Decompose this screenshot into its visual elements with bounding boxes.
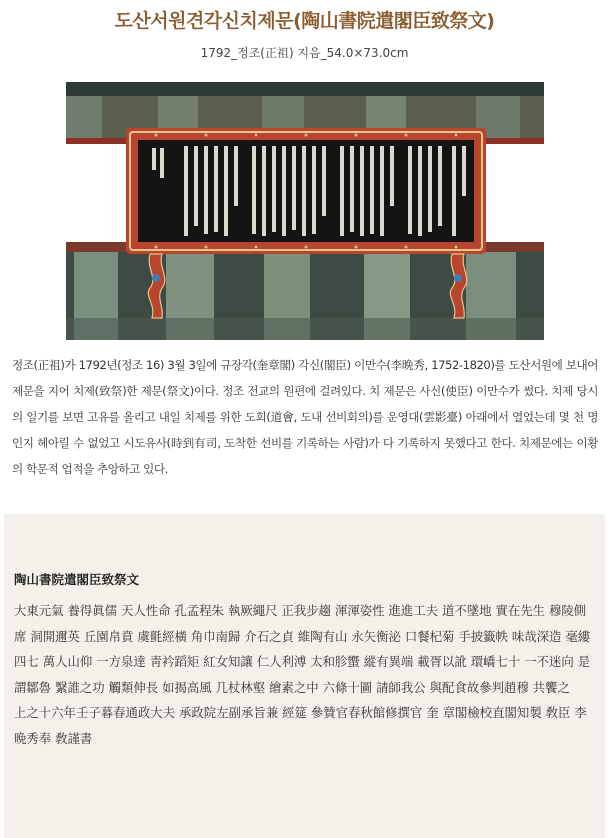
page-subtitle: 1792_정조(正祖) 지음_54.0×73.0cm xyxy=(200,46,409,60)
original-text-paragraph: 上之十六年壬子暮春通政大夫 承政院左副承旨兼 經筵 參贊官春秋館修撰官 奎 章閣檢校直閣知製 敎臣 李晩秀奉 敎謹書 xyxy=(14,705,587,746)
panel-heading: 陶山書院遣閣臣致祭文 xyxy=(14,572,140,587)
description-text: 정조(正祖)가 1792년(정조 16) 3월 3일에 규장각(奎章閣) 각신(閣臣) 이만수(李晩秀, 1752-1820)를 도산서원에 보내어 제문을 지어 치제(致祭)한 제문(祭文)이다. 정조 전교의 원편에 걸려있다. 치 제문은 사신(使臣) 이만수가 썼다. 치제 당시의 일기를 보면 고유를 올리고 내일 치제를 위한 도회(道會, 도내 선비회의)를 운영대(雲影臺) 아래에서 열었는데 몇 천 명인지 헤아릴 수 없었고 시도유사(時到有司, 도착한 선비를 기록하는 사람)가 다 기록하지 못했다고 한다. 치제문에는 이황의 학문적 업적을 추앙하고 있다. xyxy=(12,358,598,476)
page-title: 도산서원견각신치제문(陶山書院遣閣臣致祭文) xyxy=(114,10,495,32)
signboard-photo xyxy=(66,82,544,340)
original-text-paragraph: 大東元氣 養得眞儒 天人性命 孔孟程朱 執厥繩尺 正我步趨 渾渾姿性 進進工夫 道不墜地 實在先生 穆陵側席 洞開邇英 丘園帛賁 虞氈經橫 角巾南歸 介石之貞 維陶有山 永矢衡泌 口餐杞菊 手披籤帙 味哉深造 毫縷四七 萬人山仰 一方泉達 靑衿蹈矩 紅女知讓 仁人利溥 太和胗蠁 縱有異端 載胥以訛 環嶠七十 一不迷向 是謂鄒魯 繄誰之功 觸類伸長 如揭高風 几杖林壑 繪素之中 六條十圖 請師我公 與配食故參判趙穆 共饗之 xyxy=(14,603,591,695)
original-text-panel xyxy=(4,514,605,838)
panel-body xyxy=(14,598,598,752)
